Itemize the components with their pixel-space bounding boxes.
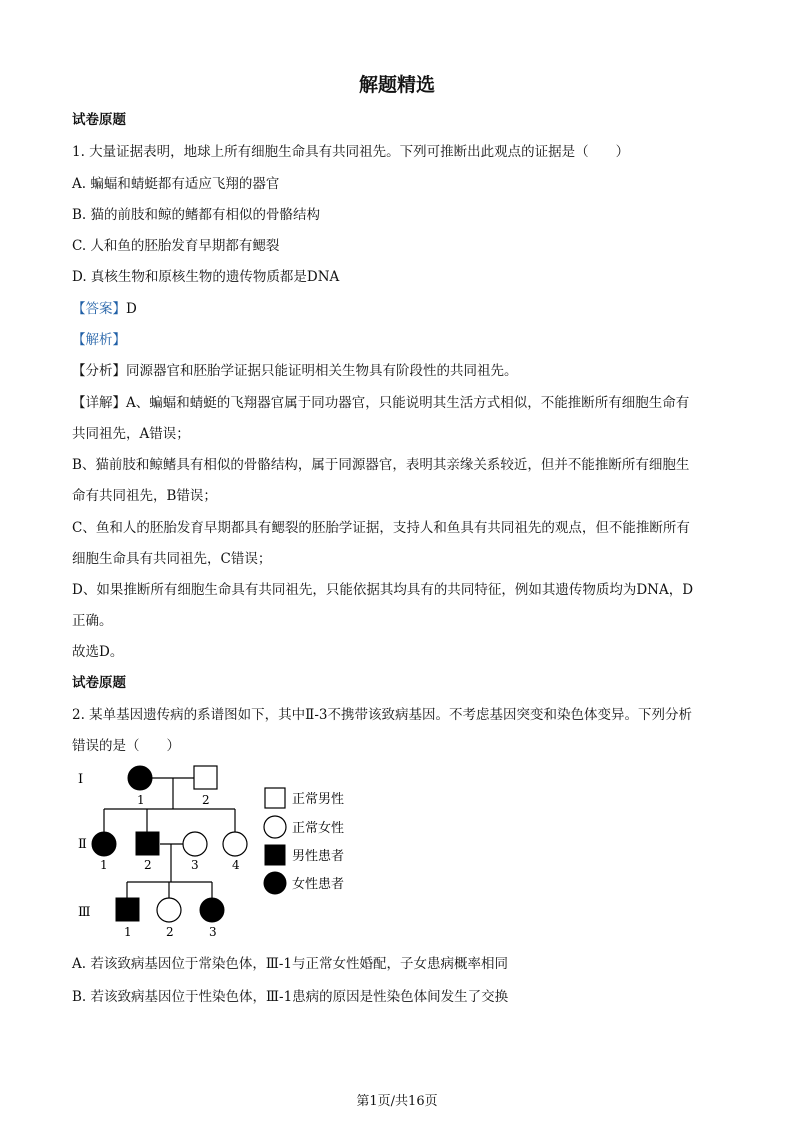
legend-affected-female-icon: [264, 872, 286, 894]
section-heading-2: 试卷原题: [72, 675, 126, 691]
number-III-2: 2: [166, 925, 174, 939]
number-II-3: 3: [191, 858, 199, 872]
option-b: B. 猫的前肢和鲸的鳍都有相似的骨骼结构: [72, 207, 321, 223]
legend-affected-male: 男性患者: [292, 849, 345, 864]
analysis-tag: 【解析】: [72, 332, 126, 348]
pedigree-diagram: [72, 756, 372, 941]
xiangjie-text: A、蝙蝠和蜻蜓的飞翔器官属于同功器官，只能说明其生活方式相似，不能推断所有细胞生命有: [126, 395, 690, 411]
xiangjie-tag: 【详解】: [72, 395, 126, 411]
pedigree-lines: [104, 778, 235, 898]
legend-normal-female-icon: [264, 816, 286, 838]
xiangjie-line-1: [72, 391, 689, 411]
individual-III-3: [200, 898, 224, 922]
xiangjie-line-7: D、如果推断所有细胞生命具有共同祖先，只能依据其均具有的共同特征，例如其遗传物质均为DNA，D: [72, 582, 694, 598]
individual-II-4: [223, 832, 247, 856]
xiangjie-line-8: 正确。: [72, 613, 113, 629]
fenxi-tag: 【分析】: [72, 363, 126, 379]
legend-normal-male-icon: [265, 788, 285, 808]
page-title: 解题精选: [358, 74, 435, 96]
xiangjie-line-4: 命有共同祖先，B错误；: [72, 488, 217, 504]
individual-I-1: [128, 766, 152, 790]
individual-II-3: [183, 832, 207, 856]
page-footer: 第1页/共16页: [356, 1094, 438, 1109]
xiangjie-line-5: C、鱼和人的胚胎发育早期都具有鳃裂的胚胎学证据，支持人和鱼具有共同祖先的观点，但不能推断所有: [72, 520, 690, 536]
number-II-2: 2: [144, 858, 152, 872]
generation-label-2: Ⅱ: [78, 837, 87, 852]
fenxi-text: 同源器官和胚胎学证据只能证明相关生物具有阶段性的共同祖先。: [126, 363, 518, 379]
legend-normal-female: 正常女性: [292, 821, 345, 836]
option-2b: B. 若该致病基因位于性染色体，Ⅲ-1患病的原因是性染色体间发生了交换: [72, 989, 509, 1005]
generation-label-3: Ⅲ: [78, 905, 91, 920]
individual-III-1: [116, 898, 139, 921]
fenxi-line: [72, 359, 518, 379]
analysis-line: [72, 328, 126, 348]
number-III-3: 3: [209, 925, 217, 939]
xiangjie-line-6: 细胞生命具有共同祖先，C错误；: [72, 551, 272, 567]
answer-line: [72, 297, 137, 317]
individual-II-1: [92, 832, 116, 856]
legend-normal-male: 正常男性: [292, 792, 345, 807]
question-2-line-1: 2. 某单基因遗传病的系谱图如下，其中Ⅱ-3不携带该致病基因。不考虑基因突变和染色体变异。下列分析: [72, 707, 692, 723]
answer-tag: 【答案】: [72, 301, 126, 317]
individual-III-2: [157, 898, 181, 922]
legend-affected-male-icon: [265, 845, 285, 865]
section-heading-1: 试卷原题: [72, 112, 126, 128]
question-1: 1. 大量证据表明，地球上所有细胞生命具有共同祖先。下列可推断出此观点的证据是（ ）: [72, 144, 630, 160]
question-2-line-2: 错误的是（ ）: [72, 738, 180, 754]
legend-affected-female: 女性患者: [292, 877, 345, 892]
individual-II-2: [136, 832, 159, 855]
number-II-1: 1: [100, 858, 108, 872]
pedigree-legend: [264, 788, 344, 894]
option-2a: A. 若该致病基因位于常染色体，Ⅲ-1与正常女性婚配，子女患病概率相同: [72, 956, 509, 972]
option-d: D. 真核生物和原核生物的遗传物质都是DNA: [72, 269, 340, 285]
generation-label-1: Ⅰ: [78, 772, 84, 787]
conclusion-line: 故选D。: [72, 644, 124, 660]
number-I-1: 1: [137, 793, 145, 807]
number-II-4: 4: [232, 858, 240, 872]
xiangjie-line-2: 共同祖先，A错误；: [72, 426, 190, 442]
xiangjie-line-3: B、猫前肢和鲸鳍具有相似的骨骼结构，属于同源器官，表明其亲缘关系较近，但并不能推断所有细胞生: [72, 457, 690, 473]
option-a: A. 蝙蝠和蜻蜓都有适应飞翔的器官: [72, 176, 280, 192]
number-III-1: 1: [124, 925, 132, 939]
number-I-2: 2: [202, 793, 210, 807]
option-c: C. 人和鱼的胚胎发育早期都有鳃裂: [72, 238, 280, 254]
answer-value: D: [126, 301, 137, 317]
individual-I-2: [194, 766, 217, 789]
